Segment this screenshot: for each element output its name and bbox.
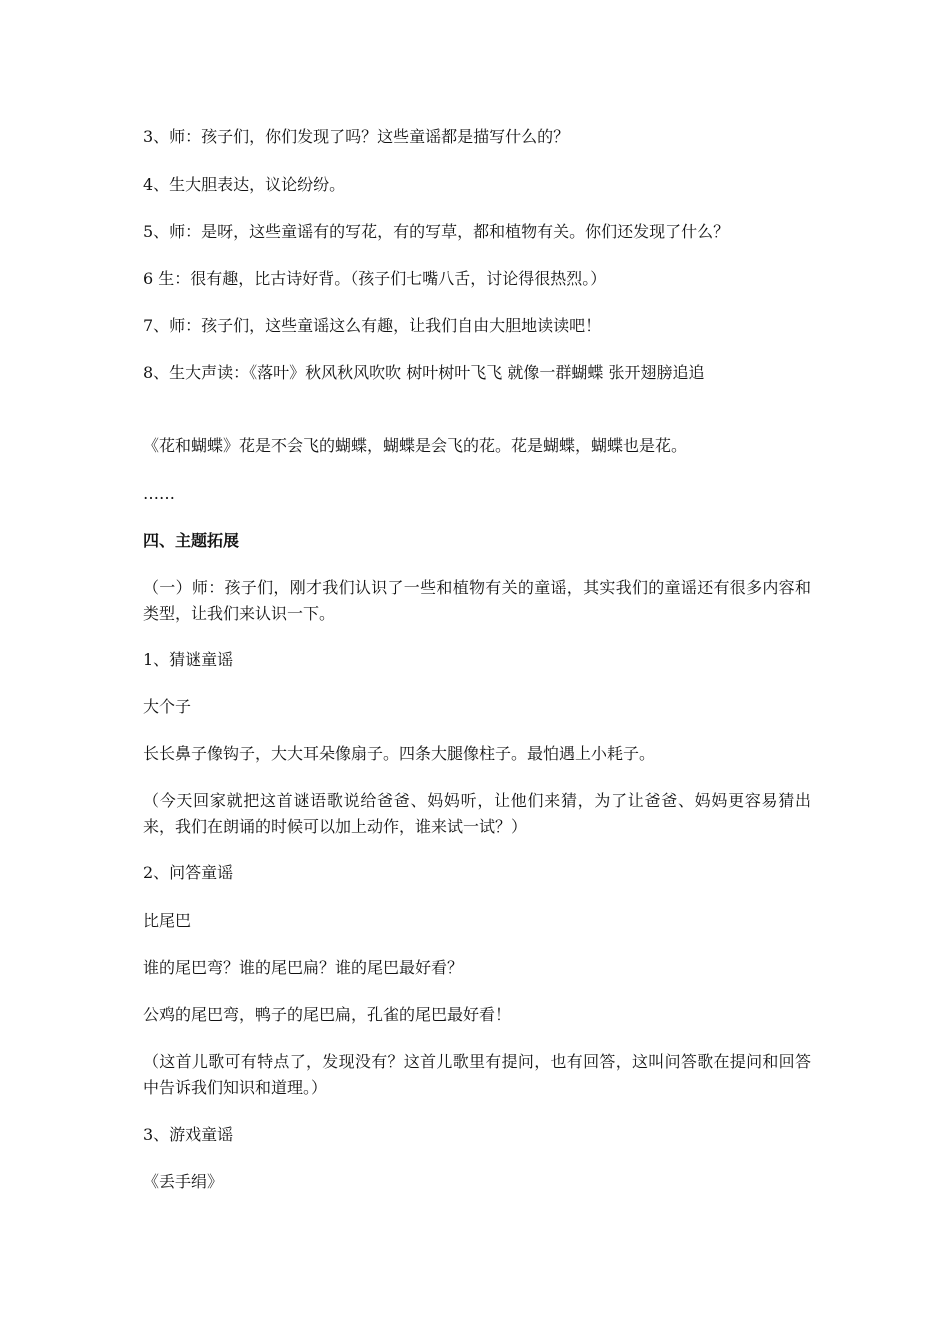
paragraph-student-read-aloud: 8、生大声读：《落叶》秋风秋风吹吹 树叶树叶飞飞 就像一群蝴蝶 张开翅膀追追: [143, 363, 705, 382]
paragraph-intro-types: （一）师：孩子们，刚才我们认识了一些和植物有关的童谣，其实我们的童谣还有很多内容和类型，让我们来认识一下。: [143, 578, 811, 623]
paragraph-qa-name: 比尾巴: [143, 911, 192, 930]
paragraph-teacher-question: 3、师：孩子们，你们发现了吗？这些童谣都是描写什么的？: [143, 127, 570, 146]
paragraph-student-discussion: 4、生大胆表达，议论纷纷。: [143, 175, 346, 194]
paragraph-teacher-plants: 5、师：是呀，这些童谣有的写花，有的写草，都和植物有关。你们还发现了什么？: [143, 222, 730, 241]
paragraph-qa-title: 2、问答童谣: [143, 863, 234, 882]
paragraph-qa-answers: 公鸡的尾巴弯，鸭子的尾巴扁，孔雀的尾巴最好看！: [143, 1005, 512, 1024]
paragraph-riddle-note: （今天回家就把这首谜语歌说给爸爸、妈妈听，让他们来猜，为了让爸爸、妈妈更容易猜出来，我们在朗诵的时候可以加上动作，谁来试一试？）: [143, 791, 811, 836]
paragraph-qa-questions: 谁的尾巴弯？谁的尾巴扁？谁的尾巴最好看？: [143, 958, 464, 977]
paragraph-qa-note: （这首儿歌可有特点了，发现没有？这首儿歌里有提问，也有回答，这叫问答歌在提问和回答中告诉我们知识和道理。）: [143, 1052, 811, 1097]
paragraph-game-name: 《丢手绢》: [143, 1172, 224, 1191]
paragraph-ellipsis: ……: [143, 484, 175, 503]
section-heading-theme-extension: 四、主题拓展: [143, 531, 240, 550]
paragraph-teacher-read: 7、师：孩子们，这些童谣这么有趣，让我们自由大胆地读读吧！: [143, 316, 602, 335]
paragraph-student-fun: 6 生：很有趣，比古诗好背。（孩子们七嘴八舌，讨论得很热烈。）: [143, 269, 607, 288]
paragraph-game-title: 3、游戏童谣: [143, 1125, 234, 1144]
paragraph-riddle-title: 1、猜谜童谣: [143, 650, 234, 669]
paragraph-flower-butterfly: 《花和蝴蝶》花是不会飞的蝴蝶，蝴蝶是会飞的花。花是蝴蝶，蝴蝶也是花。: [143, 436, 688, 455]
paragraph-riddle-text: 长长鼻子像钩子，大大耳朵像扇子。四条大腿像柱子。最怕遇上小耗子。: [143, 744, 656, 763]
paragraph-riddle-name: 大个子: [143, 697, 192, 716]
document-page: [143, 0, 811, 1344]
